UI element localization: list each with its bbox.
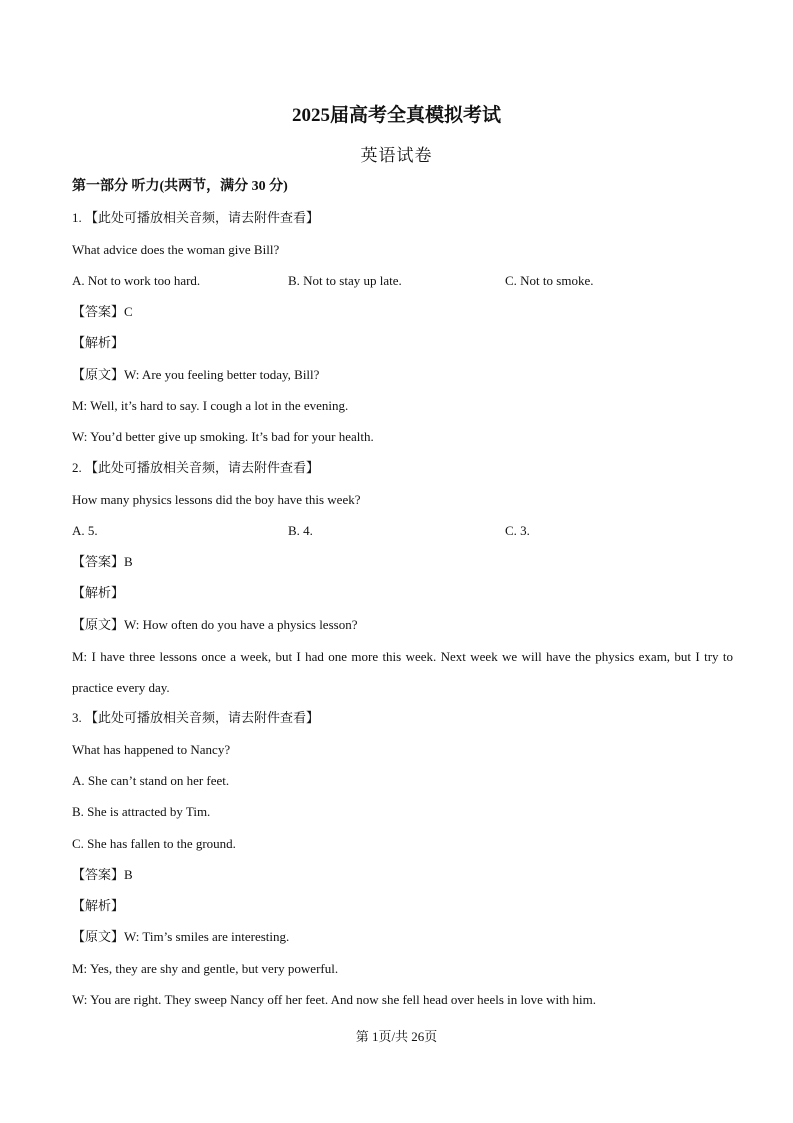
q3-transcript-line: M: Yes, they are shy and gentle, but very powerful. xyxy=(72,961,339,976)
q1-analysis: 【解析】 xyxy=(72,335,125,350)
q2-question: How many physics lessons did the boy have this week? xyxy=(72,492,361,507)
q3-option-c: C. She has fallen to the ground. xyxy=(72,836,236,851)
q1-transcript-line: W: You’d better give up smoking. It’s bad for your health. xyxy=(72,429,374,444)
q1-option-a: A. Not to work too hard. xyxy=(72,273,201,288)
q1-option-c: C. Not to smoke. xyxy=(505,273,594,288)
q1-audio-note[interactable]: 1. 【此处可播放相关音频，请去附件查看】 xyxy=(72,210,320,225)
q3-option-a: A. She can’t stand on her feet. xyxy=(72,773,230,788)
q3-analysis: 【解析】 xyxy=(72,898,125,913)
q1-question: What advice does the woman give Bill? xyxy=(72,242,280,257)
page-title: 2025届高考全真模拟考试 xyxy=(291,105,501,126)
q2-analysis: 【解析】 xyxy=(72,585,125,600)
section-heading: 第一部分 听力(共两节，满分 30 分) xyxy=(72,179,288,194)
q1-transcript-line: M: Well, it’s hard to say. I cough a lot in the evening. xyxy=(72,398,349,413)
q2-option-b: B. 4. xyxy=(288,523,313,538)
q2-answer: 【答案】B xyxy=(72,554,133,569)
q3-question: What has happened to Nancy? xyxy=(72,742,231,757)
q1-answer: 【答案】C xyxy=(72,304,133,319)
q2-option-c: C. 3. xyxy=(505,523,530,538)
q3-answer: 【答案】B xyxy=(72,867,133,882)
q2-audio-note[interactable]: 2. 【此处可播放相关音频，请去附件查看】 xyxy=(72,460,320,475)
q3-transcript-line: 【原文】W: Tim’s smiles are interesting. xyxy=(72,929,290,944)
q3-option-b: B. She is attracted by Tim. xyxy=(72,804,211,819)
page-footer: 第 1页/共 26页 xyxy=(355,1029,438,1044)
q3-transcript-line: W: You are right. They sweep Nancy off her feet. And now she fell head over heels in love with him. xyxy=(72,992,596,1007)
q2-transcript-line: 【原文】W: How often do you have a physics lesson? xyxy=(72,617,358,632)
q1-transcript-line: 【原文】W: Are you feeling better today, Bill? xyxy=(72,367,320,382)
q2-option-a: A. 5. xyxy=(72,523,98,538)
page-subtitle: 英语试卷 xyxy=(360,146,433,165)
q3-audio-note[interactable]: 3. 【此处可播放相关音频，请去附件查看】 xyxy=(72,710,320,725)
q1-option-b: B. Not to stay up late. xyxy=(288,273,402,288)
q2-transcript-line: M: I have three lessons once a week, but I had one more this week. Next week we will have the physics exam, but I try to practice every day. xyxy=(72,649,733,695)
